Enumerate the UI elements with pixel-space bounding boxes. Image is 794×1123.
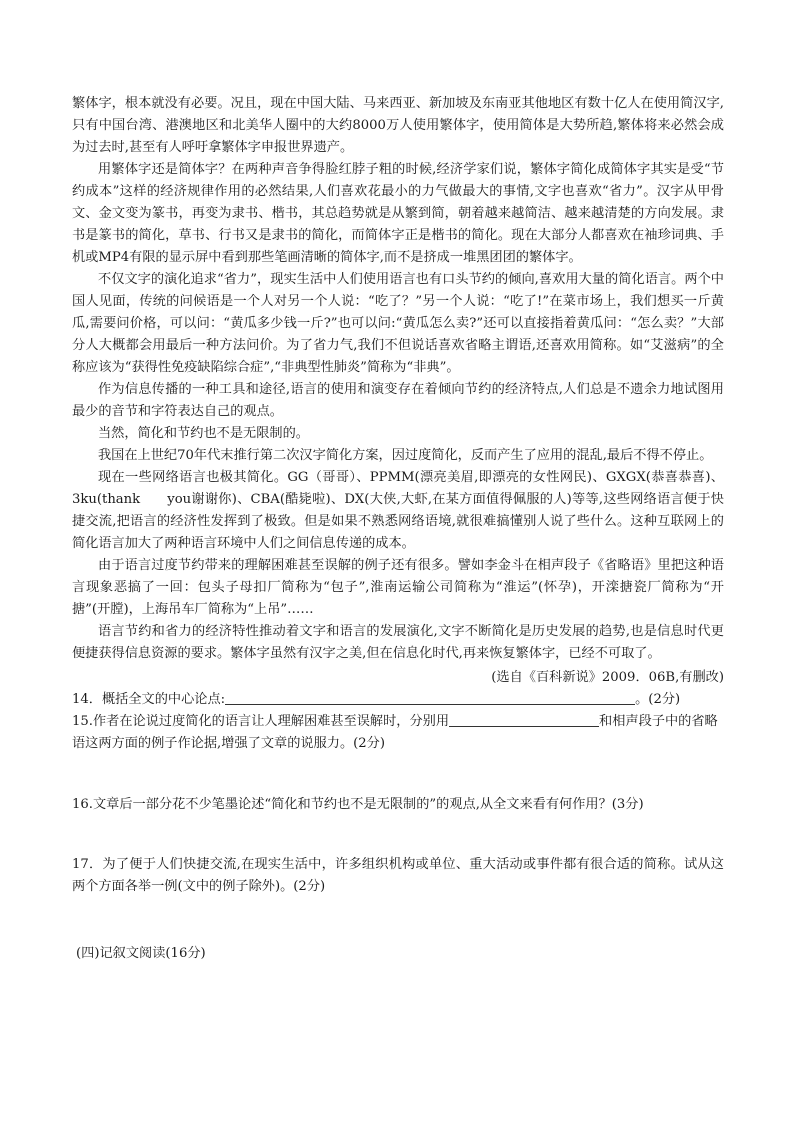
question-14-prefix: 14．概括全文的中心论点:	[72, 692, 226, 707]
passage-paragraph-6: 我国在上世纪70年代末推行第二次汉字简化方案，因过度简化，反而产生了应用的混乱,最后不得不停止。	[98, 448, 713, 463]
question-15-answer-blank[interactable]	[449, 712, 599, 727]
exam-page	[72, 93, 724, 965]
question-15	[72, 711, 724, 755]
passage-paragraph-7: 现在一些网络语言也极其简化。GG（哥哥）、PPMM(漂亮美眉,即漂亮的女性网民)、GXGX(恭喜恭喜)、3ku(thank you谢谢你)、CBA(酷毙啦)、DX(大侠,大虾,在某方面值得佩服的人)等等,这些网络语言便于快捷交流,把语言的经济性发挥到了极致。但是如果不熟悉网络语境,就很难搞懂别人说了些什么。这种互联网上的简化语言加大了两种语言环境中人们之间信息传递的成本。	[72, 470, 724, 551]
passage	[72, 93, 724, 689]
passage-paragraph-8: 由于语言过度节约带来的理解困难甚至误解的例子还有很多。譬如李金斗在相声段子《省略语》里把这种语言现象恶搞了一回：包头子母扣厂简称为“包子”,淮南运输公司简称为“淮运”(怀孕)，开滦搪瓷厂简称为“开搪”(开膛)，上海吊车厂简称为“上吊”……	[72, 558, 724, 617]
question-16: 16.文章后一部分花不少笔墨论述“简化和节约也不是无限制的”的观点,从全文来看有何作用？(3分)	[72, 797, 644, 812]
passage-paragraph-2: 用繁体字还是简体字？在两种声音争得脸红脖子粗的时候,经济学家们说，繁体字简化成简体字其实是受“节约成本”这样的经济规律作用的必然结果,人们喜欢花最小的力气做最大的事情,文字也喜欢“省力”。汉字从甲骨文、金文变为篆书，再变为隶书、楷书，其总趋势就是从繁到简，朝着越来越简洁、越来越清楚的方向发展。隶书是篆书的简化，草书、行书又是隶书的简化，而简体字正是楷书的简化。现在大部分人都喜欢在袖珍词典、手机或MP4有限的显示屏中看到那些笔画清晰的简体字,而不是挤成一堆黑团团的繁体字。	[72, 162, 724, 265]
question-14	[72, 689, 724, 711]
passage-paragraph-5: 当然，简化和节约也不是无限制的。	[98, 426, 309, 441]
passage-source: (选自《百科新说》2009．06B,有删改)	[491, 670, 724, 685]
passage-paragraph-4: 作为信息传播的一种工具和途径,语言的使用和演变存在着倾向节约的经济特点,人们总是不遗余力地试图用最少的音节和字符表达自己的观点。	[72, 382, 724, 419]
question-15-prefix: 15.作者在论说过度简化的语言让人理解困难甚至误解时，分别用	[72, 714, 450, 729]
section-heading: (四)记叙文阅读(16分)	[76, 946, 206, 961]
passage-paragraph-9: 语言节约和省力的经济特性推动着文字和语言的发展演化,文字不断简化是历史发展的趋势,也是信息时代更便捷获得信息资源的要求。繁体字虽然有汉字之美,但在信息化时代,再来恢复繁体字，已经不可取了。	[72, 624, 724, 661]
question-14-answer-blank[interactable]	[225, 690, 635, 705]
passage-paragraph-1: 繁体字，根本就没有必要。况且，现在中国大陆、马来西亚、新加坡及东南亚其他地区有数十亿人在使用简汉字,只有中国台湾、港澳地区和北美华人圈中的大约8000万人使用繁体字，使用简体是大势所趋,繁体将来必然会成为过去时,甚至有人呼吁拿繁体字申报世界遗产。	[72, 96, 724, 155]
question-17: 17．为了便于人们快捷交流,在现实生活中，许多组织机构或单位、重大活动或事件都有很合适的简称。试从这两个方面各举一例(文中的例子除外)。(2分)	[72, 857, 724, 894]
passage-paragraph-3: 不仅文字的演化追求“省力”，现实生活中人们使用语言也有口头节约的倾向,喜欢用大量的简化语言。两个中国人见面，传统的问候语是一个人对另一个人说：“吃了？”另一个人说：“吃了!”在菜市场上，我们想买一斤黄瓜,需要问价格，可以问：“黄瓜多少钱一斤?”也可以问:“黄瓜怎么卖?”还可以直接指着黄瓜问：“怎么卖？”大部分人大概都会用最后一种方法问价。为了省力气,我们不但说话喜欢省略主谓语,还喜欢用简称。如“艾滋病”的全称应该为“获得性免疫缺陷综合症”,“非典型性肺炎”简称为“非典”。	[72, 272, 724, 375]
question-15-suffix: 和相声段子中的省略语这两方面的例子作论据,增强了文章的说服力。(2分)	[72, 714, 718, 751]
question-14-suffix: 。(2分)	[635, 692, 681, 707]
